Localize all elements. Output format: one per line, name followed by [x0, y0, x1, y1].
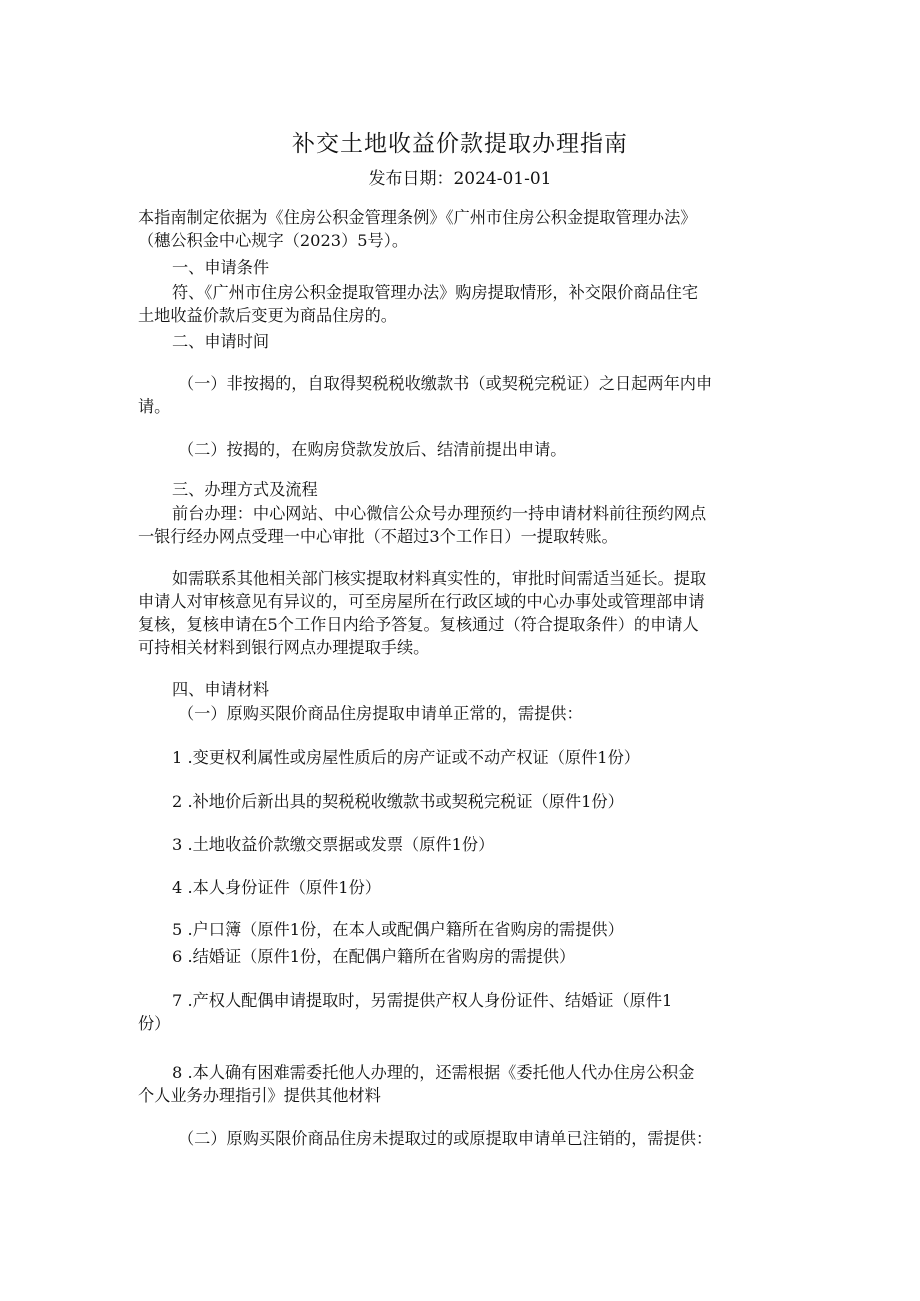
material-item-2: 2 .补地价后新出具的契税税收缴款书或契税完税证（原件1份） [172, 792, 624, 811]
intro-line-2: （穗公积金中心规字（2023）5号）。 [138, 231, 409, 250]
section3-note-line-3: 复核，复核申请在5个工作日内给予答复。复核通过（符合提取条件）的申请人 [138, 615, 699, 634]
material-item-4: 4 .本人身份证件（原件1份） [172, 878, 381, 897]
material-item8-line-2: 个人业务办理指引》提供其他材料 [138, 1086, 381, 1105]
intro-line-1: 本指南制定依据为《住房公积金管理条例》《广州市住房公积金提取管理办法》 [138, 208, 697, 227]
section-heading-4: 四、申请材料 [172, 680, 270, 699]
section3-paragraph [138, 502, 794, 548]
material-item7-line-1: 7 .产权人配偶申请提取时，另需提供产权人身份证件、结婚证（原件1 [172, 991, 673, 1010]
section3-note-line-4: 可持相关材料到银行网点办理提取手续。 [138, 638, 430, 657]
section3-line-2: 一银行经办网点受理一中心审批（不超过3个工作日）一提取转账。 [138, 527, 618, 546]
material-item7-line-2: 份） [138, 1014, 171, 1033]
material-item8-line-1: 8 .本人确有困难需委托他人办理的，还需根据《委托他人代办住房公积金 [172, 1063, 695, 1082]
material-item-5: 5 .户口簿（原件1份，在本人或配偶户籍所在省购房的需提供） [172, 920, 624, 939]
material-item-6: 6 .结婚证（原件1份，在配偶户籍所在省购房的需提供） [172, 947, 576, 966]
section4-sub-1: （一）原购买限价商品住房提取申请单正常的，需提供： [178, 704, 583, 723]
page-title: 补交土地收益价款提取办理指南 [292, 131, 628, 157]
section-heading-1: 一、申请条件 [172, 258, 270, 277]
section1-paragraph [138, 281, 794, 327]
section-heading-3: 三、办理方式及流程 [172, 480, 318, 499]
section2-item-2: （二）按揭的，在购房贷款发放后、结清前提出申请。 [178, 440, 567, 459]
section1-line-1: 符、《广州市住房公积金提取管理办法》购房提取情形，补交限价商品住宅 [172, 283, 699, 302]
intro-paragraph [138, 206, 794, 252]
material-item-3: 3 .土地收益价款缴交票据或发票（原件1份） [172, 835, 495, 854]
material-item-1: 1 .变更权利属性或房屋性质后的房产证或不动产权证（原件1份） [172, 748, 640, 767]
material-item-8 [138, 1061, 794, 1107]
section-heading-2: 二、申请时间 [172, 332, 270, 351]
section3-note-line-2: 申请人对审核意见有异议的，可至房屋所在行政区域的中心办事处或管理部申请 [138, 592, 705, 611]
section2-item1-line-1: （一）非按揭的，自取得契税税收缴款书（或契税完税证）之日起两年内申 [178, 374, 713, 393]
section4-sub-2: （二）原购买限价商品住房未提取过的或原提取申请单已注销的，需提供： [178, 1129, 713, 1148]
section2-item-1 [138, 372, 794, 418]
publish-date: 发布日期：2024-01-01 [368, 169, 552, 189]
section3-note [138, 567, 794, 659]
section3-line-1: 前台办理：中心网站、中心微信公众号办理预约一持申请材料前往预约网点 [172, 504, 707, 523]
section3-note-line-1: 如需联系其他相关部门核实提取材料真实性的，审批时间需适当延长。提取 [172, 569, 707, 588]
section2-item1-line-2: 请。 [138, 397, 171, 416]
material-item-7 [138, 989, 794, 1035]
section1-line-2: 土地收益价款后变更为商品住房的。 [138, 306, 397, 325]
